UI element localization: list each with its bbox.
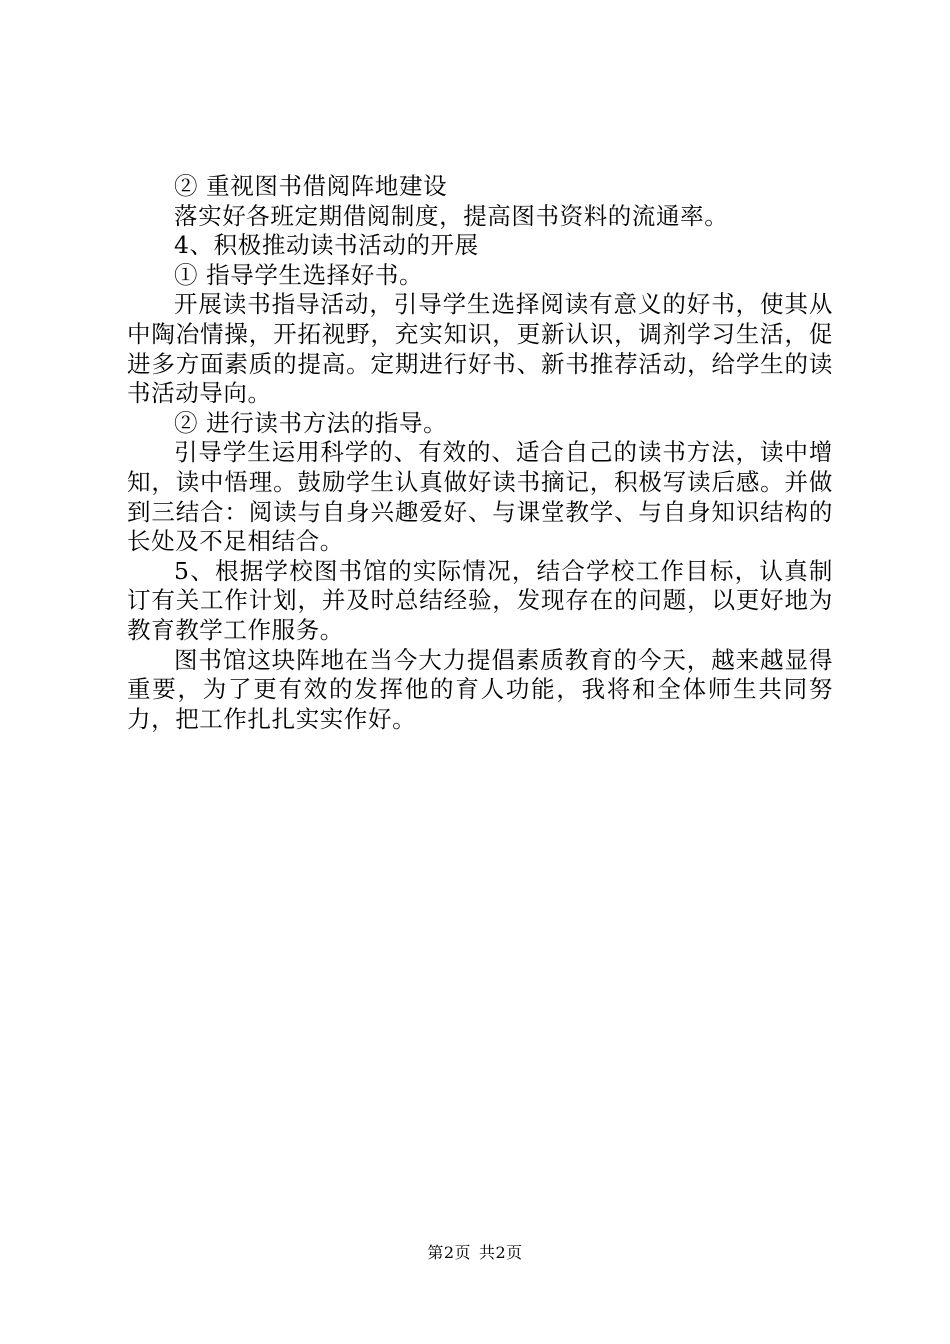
paragraph-heading: 4、积极推动读书活动的开展 — [174, 231, 479, 260]
paragraph-subheading: ② 重视图书借阅阵地建设 — [174, 172, 448, 200]
paragraph: 引导学生运用科学的、有效的、适合自己的读书方法，读中增知，读中悟理。鼓励学生认真做好读书摘记，积极写读后感。并做到三结合：阅读与自身兴趣爱好、与课堂教学、与自身知识结构的长处及不足相结合。 — [127, 438, 833, 556]
paragraph-subheading: ① 指导学生选择好书。 — [174, 260, 424, 289]
paragraph: 图书馆这块阵地在当今大力提倡素质教育的今天，越来越显得重要，为了更有效的发挥他的育人功能，我将和全体师生共同努力，把工作扎扎实实作好。 — [127, 645, 833, 733]
page-number-total: 共2页 — [479, 1243, 523, 1262]
paragraph: 开展读书指导活动，引导学生选择阅读有意义的好书，使其从中陶冶情操，开拓视野，充实知识，更新认识，调剂学习生活，促进多方面素质的提高。定期进行好书、新书推荐活动，给学生的读书活动导向。 — [127, 290, 833, 408]
paragraph: 落实好各班定期借阅制度，提高图书资料的流通率。 — [174, 201, 729, 230]
document-body — [127, 172, 833, 734]
paragraph-subheading: ② 进行读书方法的指导。 — [174, 408, 448, 437]
paragraph-heading: 5、根据学校图书馆的实际情况，结合学校工作目标，认真制订有关工作计划，并及时总结经验，发现存在的问题，以更好地为教育教学工作服务。 — [127, 556, 833, 644]
page-number-current: 第2页 — [427, 1243, 471, 1262]
page-footer — [0, 1243, 950, 1263]
